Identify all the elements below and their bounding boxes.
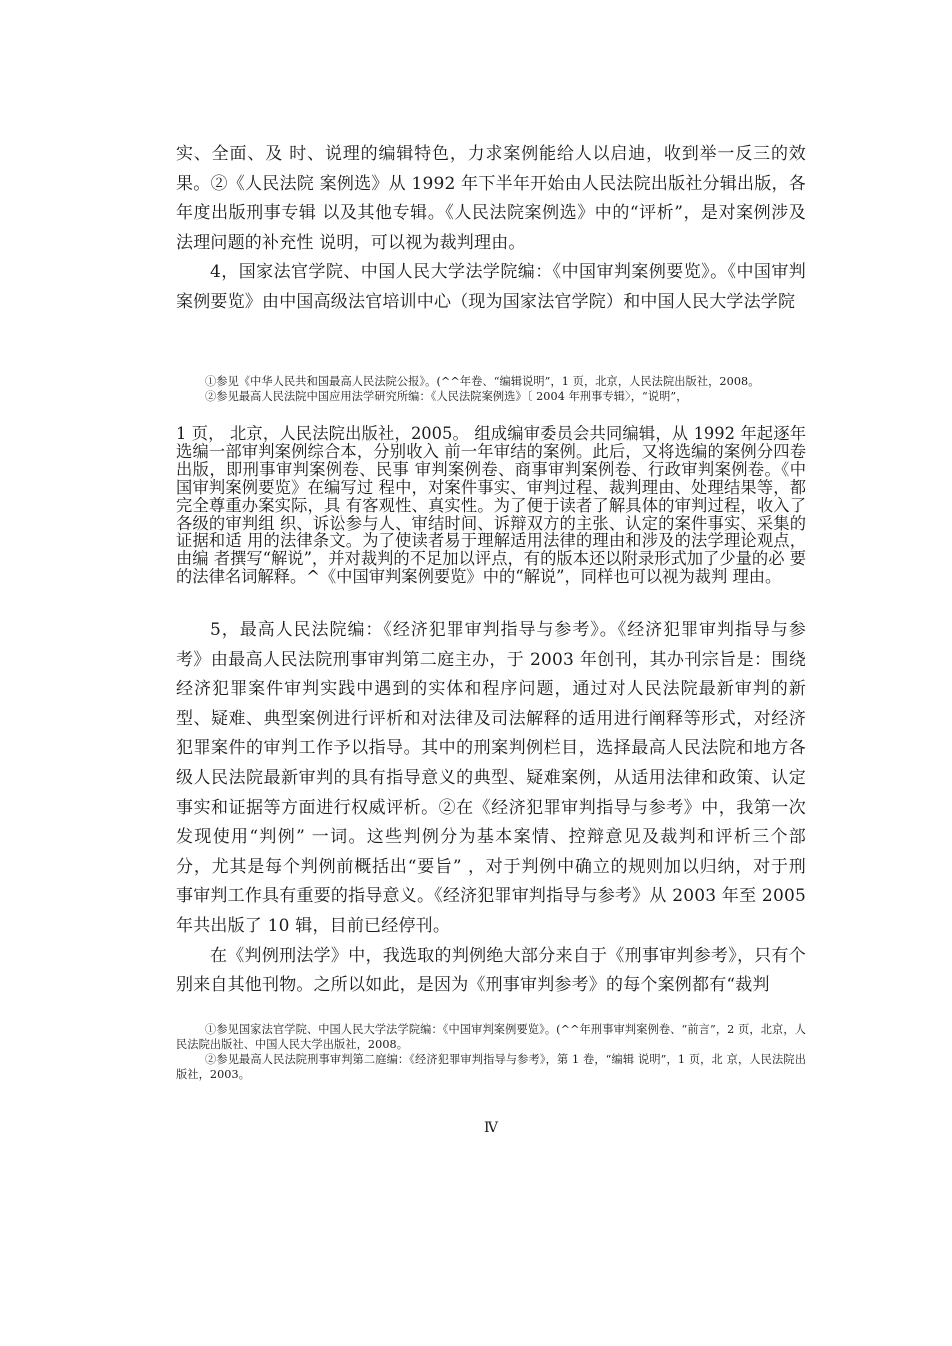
paragraph-item-4: 4，国家法官学院、中国人民大学法学院编：《中国审判案例要览》。《中国审判 案例要览》由中国高级法官培训中心（现为国家法官学院）和中国人民大学法学院 — [176, 262, 806, 312]
paragraph-case-selection-continued: 实、全面、及 时、说理的编辑特色，力求案例能给人以启迪，收到举一反三的效果。②《人民法院 案例选》从 1992 年下半年开始由人民法院出版社分辑出版，各年度出版刑事专辑 以及其他专辑。《人民法院案例选》中的“评析”，是对案例涉及法理问题的补充性 说明，可以视为裁判理由。 — [176, 144, 806, 253]
footnotes-first — [176, 374, 806, 404]
merged-overlay-paragraph — [176, 425, 806, 586]
footnote-1: ①参见《中华人民共和国最高人民法院公报》。(^^年卷、“编辑说明”，1 页，北京，人民法院出版社，2008。 — [205, 375, 760, 388]
footnote-3: ①参见国家法官学院、中国人民大学法学院编：《中国审判案例要览》。(^^年刑事审判案例卷、“前言”，2 页，北京，人民法院出版社、中国人民大学出版社，2008。 — [176, 1023, 806, 1051]
footnotes-second — [176, 1022, 806, 1082]
paragraph-case-source: 在《判例刑法学》中，我选取的判例绝大部分来自于《刑事审判参考》，只有个别来自其他刊物。之所以如此，是因为《刑事审判参考》的每个案例都有“裁判 — [176, 945, 806, 996]
footnote-2: ②参见最高人民法院中国应用法学研究所编：《人民法院案例选》〔 2004 年刑事专辑〉，“说明”， — [205, 390, 688, 403]
merged-text: 1 页， 北京，人民法院出版社，2005。 组成编审委员会共同编辑，从 1992 年起逐年选编一部审判案例综合本，分别收入 前一年审结的案例。此后，又将选编的案例分四卷出版，即刑事审判案例卷、民事 审判案例卷、商事审判案例卷、行政审判案例卷。《中国审判案例要览》在编写过 程中，对案件事实、审判过程、裁判理由、处理结果等，都完全尊重办案实际，具 有客观性、真实性。为了便于读者了解具体的审判过程，收入了各级的审判组 织、诉讼参与人、审结时间、诉辩双方的主张、认定的案件事实、采集的证据和适 用的法律条文。为了使读者易于理解适用法律的理由和涉及的法学理论观点，由编 者撰写“解说”，并对裁判的不足加以评点，有的版本还以附录形式加了少量的必 要的法律名词解释。^《中国审判案例要览》中的“解说”，同样也可以视为裁判 理由。 — [176, 424, 806, 587]
page-number: Ⅳ — [484, 1120, 498, 1136]
main-text-middle — [176, 616, 806, 1001]
paragraph-item-5: 5，最高人民法院编：《经济犯罪审判指导与参考》。《经济犯罪审判指导与参考》由最高人民法院刑事审判第二庭主办，于 2003 年创刊，其办刊宗旨是：围绕 经济犯罪案件审判实践中遇到的实体和程序问题，通过对人民法院最新审判的新 型、疑难、典型案例进行评析和对法律及司法解释的适用进行阐释等形式，对经济 犯罪案件的审判工作予以指导。其中的刑案判例栏目，选择最高人民法院和地方各 级人民法院最新审判的具有指导意义的典型、疑难案例，从适用法律和政策、认定 事实和证据等方面进行权威评析。②在《经济犯罪审判指导与参考》中，我第一次 发现使用“判例” 一词。这些判例分为基本案情、控辩意见及裁判和评析三个部 分，尤其是每个判例前概括出“要旨” ，对于判例中确立的规则加以归纳，对于刑 事审判工作具有重要的指导意义。《经济犯罪审判指导与参考》从 2003 年至 2005 年共出版了 10 辑，目前已经停刊。 — [176, 620, 806, 936]
main-text-top — [176, 140, 806, 318]
footnote-4: ②参见最高人民法院刑事审判第二庭编：《经济犯罪审判指导与参考》，第 1 卷，“编辑 说明”，1 页，北 京，人民法院出版社，2003。 — [176, 1053, 806, 1081]
